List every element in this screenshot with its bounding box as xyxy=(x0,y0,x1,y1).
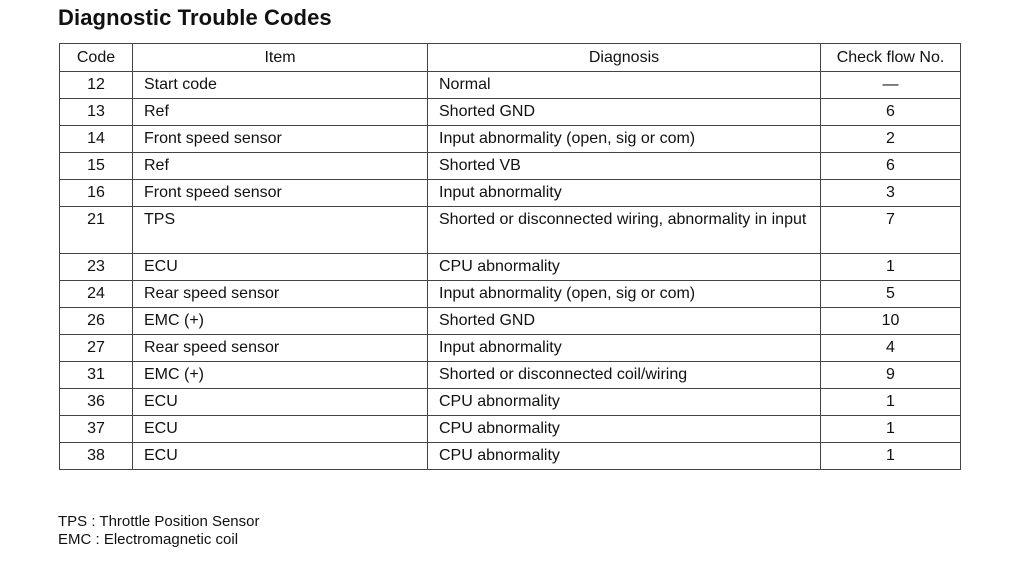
cell-check-flow: 1 xyxy=(821,416,961,443)
cell-diagnosis: Shorted or disconnected coil/wiring xyxy=(428,362,821,389)
cell-item: ECU xyxy=(133,254,428,281)
table-row xyxy=(60,99,961,126)
cell-diagnosis: Input abnormality xyxy=(428,335,821,362)
table-header-row xyxy=(60,44,961,72)
table-row xyxy=(60,72,961,99)
cell-check-flow: 6 xyxy=(821,153,961,180)
cell-diagnosis: Input abnormality (open, sig or com) xyxy=(428,281,821,308)
cell-diagnosis: CPU abnormality xyxy=(428,389,821,416)
cell-code: 27 xyxy=(60,335,133,362)
cell-item: Ref xyxy=(133,99,428,126)
cell-code: 12 xyxy=(60,72,133,99)
cell-code: 26 xyxy=(60,308,133,335)
cell-code: 15 xyxy=(60,153,133,180)
page-title: Diagnostic Trouble Codes xyxy=(58,5,332,30)
cell-code: 31 xyxy=(60,362,133,389)
cell-code: 36 xyxy=(60,389,133,416)
cell-check-flow: 6 xyxy=(821,99,961,126)
cell-item: Rear speed sensor xyxy=(133,281,428,308)
cell-item: ECU xyxy=(133,443,428,470)
cell-diagnosis: Input abnormality xyxy=(428,180,821,207)
cell-check-flow: 7 xyxy=(821,207,961,254)
table-row xyxy=(60,416,961,443)
cell-item: TPS xyxy=(133,207,428,254)
table-row xyxy=(60,153,961,180)
cell-item: Start code xyxy=(133,72,428,99)
cell-diagnosis: CPU abnormality xyxy=(428,254,821,281)
cell-code: 37 xyxy=(60,416,133,443)
cell-code: 21 xyxy=(60,207,133,254)
cell-item: Front speed sensor xyxy=(133,126,428,153)
cell-code: 38 xyxy=(60,443,133,470)
table-row xyxy=(60,389,961,416)
table-row xyxy=(60,362,961,389)
table-row xyxy=(60,180,961,207)
cell-check-flow: 1 xyxy=(821,443,961,470)
cell-code: 13 xyxy=(60,99,133,126)
cell-check-flow: 1 xyxy=(821,254,961,281)
diagnostic-codes-table xyxy=(59,43,961,470)
cell-code: 16 xyxy=(60,180,133,207)
cell-check-flow: 4 xyxy=(821,335,961,362)
cell-item: EMC (+) xyxy=(133,362,428,389)
header-code: Code xyxy=(60,44,133,72)
cell-diagnosis: Shorted or disconnected wiring, abnormality in input xyxy=(428,207,821,254)
cell-code: 24 xyxy=(60,281,133,308)
table-row xyxy=(60,335,961,362)
cell-check-flow: 1 xyxy=(821,389,961,416)
cell-item: EMC (+) xyxy=(133,308,428,335)
header-check-flow: Check flow No. xyxy=(821,44,961,72)
cell-check-flow: 10 xyxy=(821,308,961,335)
footnote-emc: EMC : Electromagnetic coil xyxy=(58,531,239,548)
table-row xyxy=(60,281,961,308)
cell-check-flow: 9 xyxy=(821,362,961,389)
table-body xyxy=(60,72,961,470)
header-diagnosis: Diagnosis xyxy=(428,44,821,72)
cell-check-flow: 5 xyxy=(821,281,961,308)
cell-check-flow: 3 xyxy=(821,180,961,207)
cell-item: ECU xyxy=(133,389,428,416)
cell-code: 14 xyxy=(60,126,133,153)
cell-diagnosis: CPU abnormality xyxy=(428,443,821,470)
cell-diagnosis: Shorted VB xyxy=(428,153,821,180)
cell-diagnosis: Input abnormality (open, sig or com) xyxy=(428,126,821,153)
cell-item: Ref xyxy=(133,153,428,180)
footnote-tps: TPS : Throttle Position Sensor xyxy=(58,513,260,530)
cell-diagnosis: CPU abnormality xyxy=(428,416,821,443)
table-row xyxy=(60,207,961,254)
cell-diagnosis: Normal xyxy=(428,72,821,99)
table-row xyxy=(60,254,961,281)
cell-check-flow: 2 xyxy=(821,126,961,153)
cell-check-flow: — xyxy=(821,72,961,99)
cell-item: ECU xyxy=(133,416,428,443)
header-item: Item xyxy=(133,44,428,72)
cell-code: 23 xyxy=(60,254,133,281)
cell-diagnosis: Shorted GND xyxy=(428,308,821,335)
cell-diagnosis: Shorted GND xyxy=(428,99,821,126)
table-row xyxy=(60,308,961,335)
cell-item: Rear speed sensor xyxy=(133,335,428,362)
cell-item: Front speed sensor xyxy=(133,180,428,207)
table-row xyxy=(60,126,961,153)
table-row xyxy=(60,443,961,470)
footnotes xyxy=(58,513,259,549)
